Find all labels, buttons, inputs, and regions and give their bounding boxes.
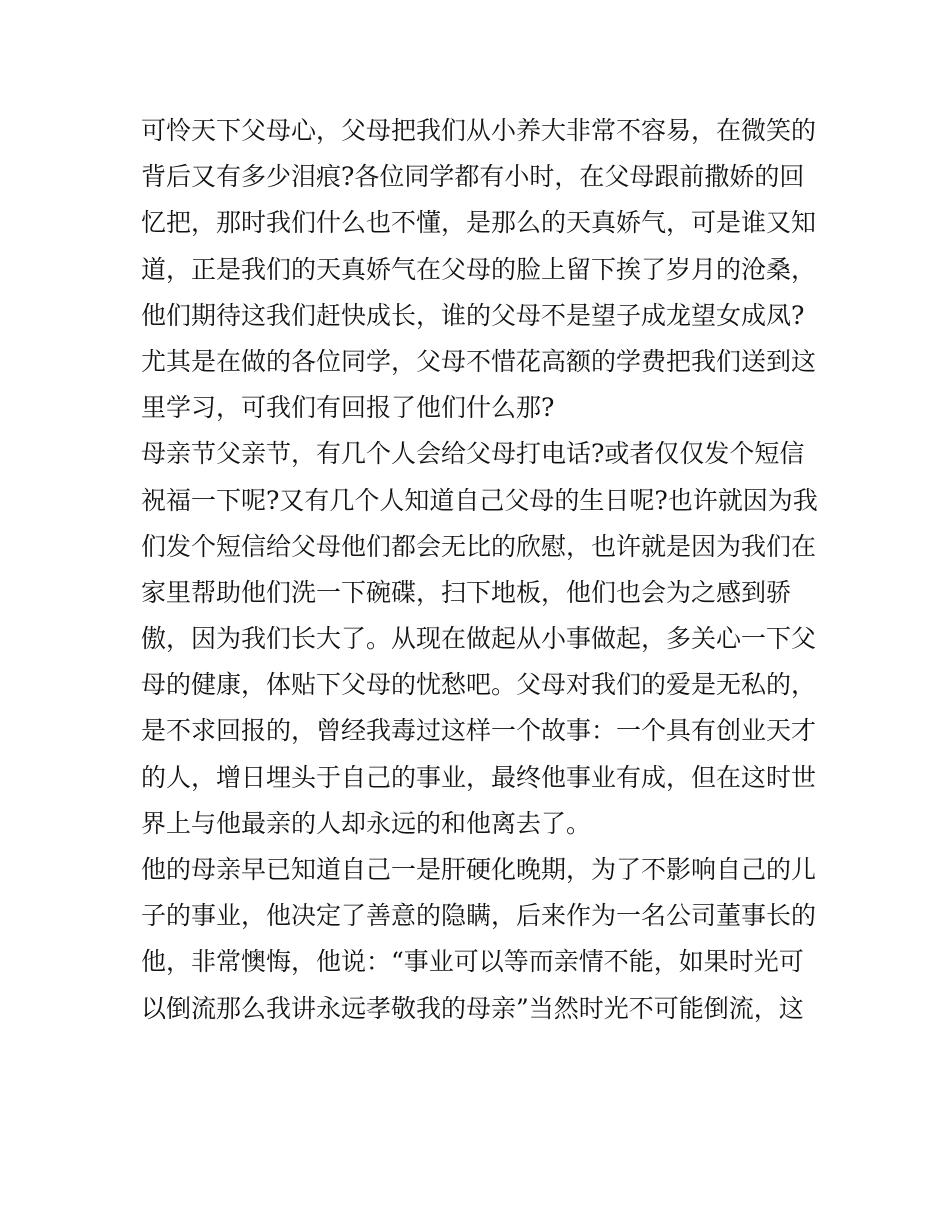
text-line: 的人，增日埋头于自己的事业，最终他事业有成，但在这时世 <box>141 762 817 792</box>
text-line: 是不求回报的，曾经我毒过这样一个故事：一个具有创业天才 <box>141 716 817 746</box>
text-line: 背后又有多少泪痕?各位同学都有小时，在父母跟前撒娇的回 <box>141 162 805 192</box>
text-line: 母的健康，体贴下父母的忧愁吧。父母对我们的爱是无私的， <box>141 670 817 700</box>
text-line: 可怜天下父母心，父母把我们从小养大非常不容易，在微笑的 <box>141 116 817 145</box>
text-line: 以倒流那么我讲永远孝敬我的母亲”当然时光不可能倒流，这 <box>141 993 804 1023</box>
text-line: 他们期待这我们赶快成长，谁的父母不是望子成龙望女成凤? <box>141 300 805 330</box>
text-line: 忆把，那时我们什么也不懂，是那么的天真娇气，可是谁又知 <box>141 208 817 238</box>
text-line: 他的母亲早已知道自己一是肝硬化晚期，为了不影响自己的儿 <box>141 855 817 884</box>
text-line: 他，非常懊悔，他说：“事业可以等而亲情不能，如果时光可 <box>141 947 804 977</box>
text-line: 们发个短信给父母他们都会无比的欣慰，也许就是因为我们在 <box>141 531 817 561</box>
text-line: 界上与他最亲的人却永远的和他离去了。 <box>141 808 592 838</box>
body-text <box>141 108 821 1032</box>
text-line: 母亲节父亲节，有几个人会给父母打电话?或者仅仅发个短信 <box>141 439 805 469</box>
text-line: 傲，因为我们长大了。从现在做起从小事做起，多关心一下父 <box>141 624 817 654</box>
text-line: 家里帮助他们洗一下碗碟，扫下地板，他们也会为之感到骄 <box>141 577 792 607</box>
text-line: 尤其是在做的各位同学，父母不惜花高额的学费把我们送到这 <box>141 346 817 376</box>
text-line: 子的事业，他决定了善意的隐瞒，后来作为一名公司董事长的 <box>141 901 817 931</box>
text-line: 里学习，可我们有回报了他们什么那? <box>141 393 555 423</box>
text-line: 道，正是我们的天真娇气在父母的脸上留下挨了岁月的沧桑， <box>141 254 817 284</box>
text-line: 祝福一下呢?又有几个人知道自己父母的生日呢?也许就因为我 <box>141 485 818 515</box>
